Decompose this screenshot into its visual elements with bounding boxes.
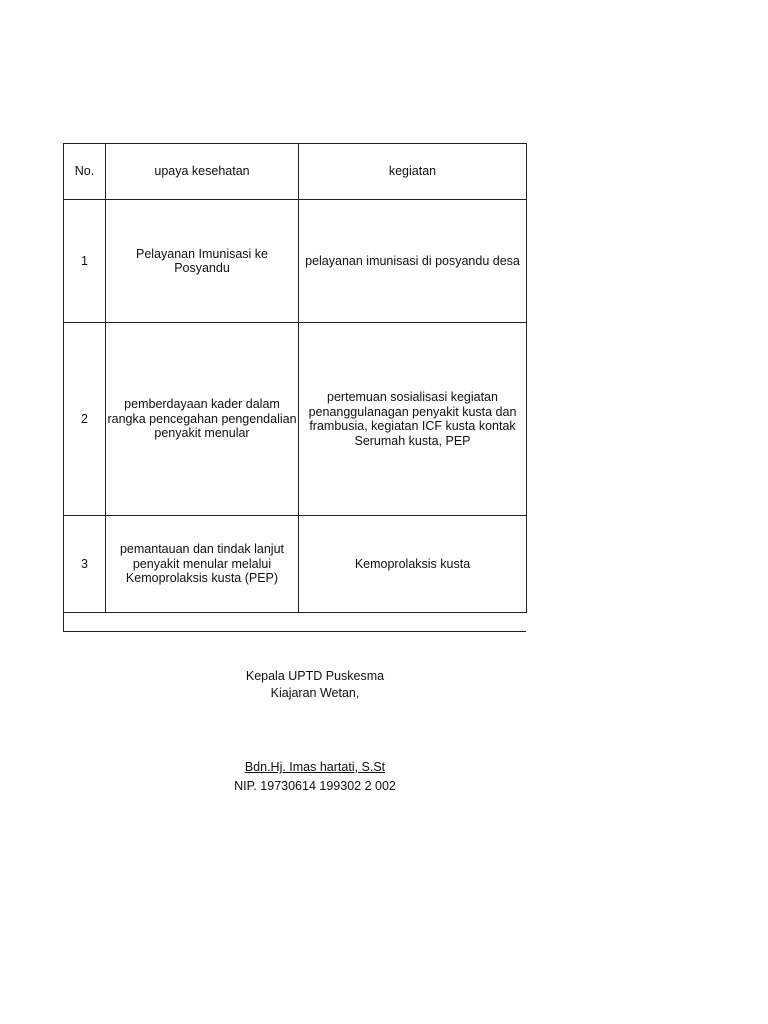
activity-table-sheet <box>63 143 525 632</box>
table-header-row <box>64 144 527 200</box>
row-upaya: pemantauan dan tindak lanjut penyakit menular melalui Kemoprolaksis kusta (PEP) <box>106 516 299 613</box>
signatory-name: Bdn.Hj. Imas hartati, S.St <box>244 760 386 774</box>
row-number: 1 <box>64 200 106 323</box>
activity-table <box>63 143 527 613</box>
row-upaya: Pelayanan Imunisasi ke Posyandu <box>106 200 299 323</box>
signature-title-line2: Kiajaran Wetan, <box>270 686 360 700</box>
signatory-nip: NIP. 19730614 199302 2 002 <box>234 779 396 793</box>
signature-title <box>195 668 435 702</box>
row-kegiatan: Kemoprolaksis kusta <box>299 516 527 613</box>
signature-title-line1: Kepala UPTD Puskesma <box>245 669 385 683</box>
header-kegiatan: kegiatan <box>299 144 527 200</box>
table-row <box>64 323 527 516</box>
table-row <box>64 516 527 613</box>
row-kegiatan: pertemuan sosialisasi kegiatan penanggulanagan penyakit kusta dan frambusia, kegiatan ICF kusta kontak Serumah kusta, PEP <box>299 323 527 516</box>
header-no: No. <box>64 144 106 200</box>
row-kegiatan: pelayanan imunisasi di posyandu desa <box>299 200 527 323</box>
row-upaya: pemberdayaan kader dalam rangka pencegahan pengendalian penyakit menular <box>106 323 299 516</box>
header-upaya-kesehatan: upaya kesehatan <box>106 144 299 200</box>
table-empty-row <box>63 613 526 632</box>
row-number: 2 <box>64 323 106 516</box>
row-number: 3 <box>64 516 106 613</box>
table-row <box>64 200 527 323</box>
